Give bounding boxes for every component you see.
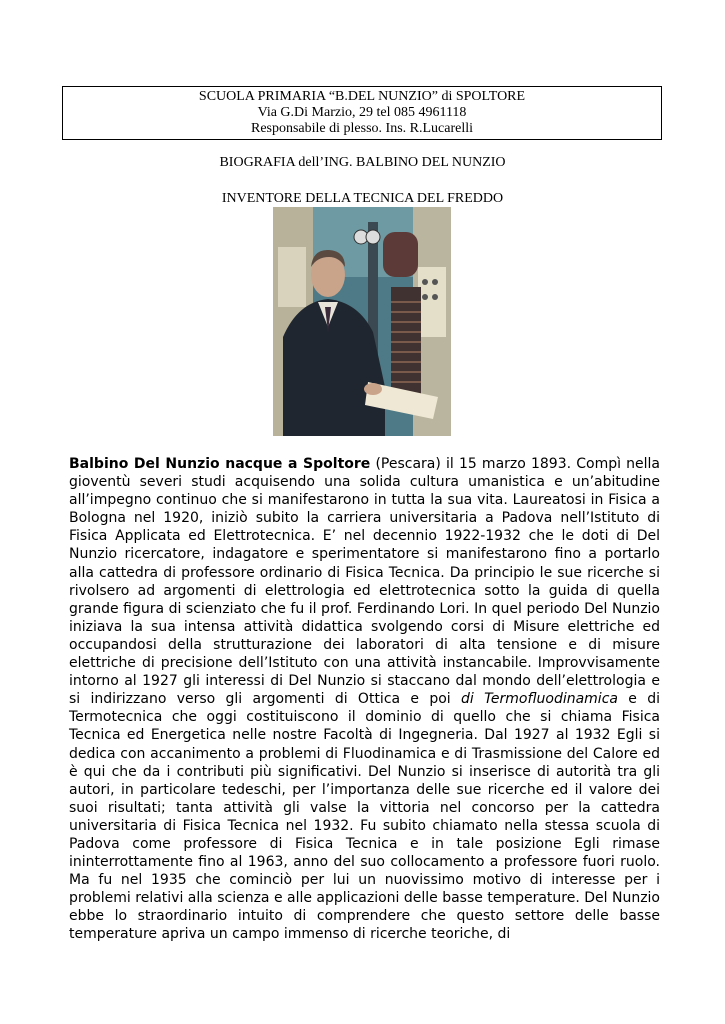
school-name: SCUOLA PRIMARIA “B.DEL NUNZIO” di SPOLTORE xyxy=(198,89,526,104)
biography-lead: Balbino Del Nunzio nacque a Spoltore xyxy=(69,456,371,472)
biography-text-part1: (Pescara) il 15 marzo 1893. Compì nella gioventù severi studi acquisendo una solida cultura umanistica e un’abitudine all’impegno continuo che si manifestarono in tutta la sua vita. Laureatosi in Fisica a Bologna nel 1920, iniziò subito la carriera universitaria a Padova nell’Istituto di Fisica Applicata ed Elettrotecnica. E’ nel decennio 1922-1932 che le doti di Del Nunzio ricercatore, indagatore e sperimentatore si manifestarono fino a portarlo alla cattedra di professore ordinario di Fisica Tecnica. Da principio le sue ricerche si rivolsero ad argomenti di elettrologia ed elettrotecnica sotto la guida di quella grande figura di scienziato che fu il prof. Ferdinando Lori. In quel periodo Del Nunzio iniziava la sua intensa attività didattica svolgendo corsi di Misure elettriche ed occupandosi della strutturazione dei laboratori di alta tensione e di misure elettriche di precisione dell’Istituto con una attività instancabile. Improvvisamente intorno al 1927 gli interessi di Del Nunzio si staccano dal mondo dell’elettrologia e si indirizzano verso gli argomenti di Ottica e poi xyxy=(69,456,660,708)
inventor-subtitle: INVENTORE DELLA TECNICA DEL FREDDO xyxy=(221,191,504,206)
portrait-photo xyxy=(273,207,451,436)
school-manager: Responsabile di plesso. Ins. R.Lucarelli xyxy=(250,121,474,136)
biography-paragraph xyxy=(69,455,660,944)
biography-text-part2: e di Termotecnica che oggi costituiscono il dominio di quello che si chiama Fisica Tecnica ed Energetica nelle nostre Facoltà di Ingegneria. Dal 1927 al 1932 Egli si dedica con accanimento a problemi di Fluodinamica e di Trasmissione del Calore ed è qui che da i contributi più significativi. Del Nunzio si inserisce di autorità tra gli autori, in particolare tedeschi, per l’importanza delle sue ricerche ed il valore dei suoi risultati; tanta attività gli valse la vittoria nel concorso per la cattedra universitaria di Fisica Tecnica nel 1932. Fu subito chiamato nella stessa scuola di Padova come professore di Fisica Tecnica e in tale posizione Egli rimase ininterrottamente fino al 1963, anno del suo collocamento a professore fuori ruolo. Ma fu nel 1935 che cominciò per lui un nuovissimo motivo di interesse per i problemi relativi alla scienza e alle applicazioni delle basse temperature. Del Nunzio ebbe lo straordinario intuito di comprendere che questo settore delle basse temperature apriva un campo immenso di ricerche teoriche, di xyxy=(69,691,660,943)
school-address: Via G.Di Marzio, 29 tel 085 4961118 xyxy=(257,105,467,120)
biography-italic-term: di Termofluodinamica xyxy=(460,691,618,708)
biography-title: BIOGRAFIA dell’ING. BALBINO DEL NUNZIO xyxy=(219,155,506,170)
school-header-box xyxy=(62,86,662,140)
